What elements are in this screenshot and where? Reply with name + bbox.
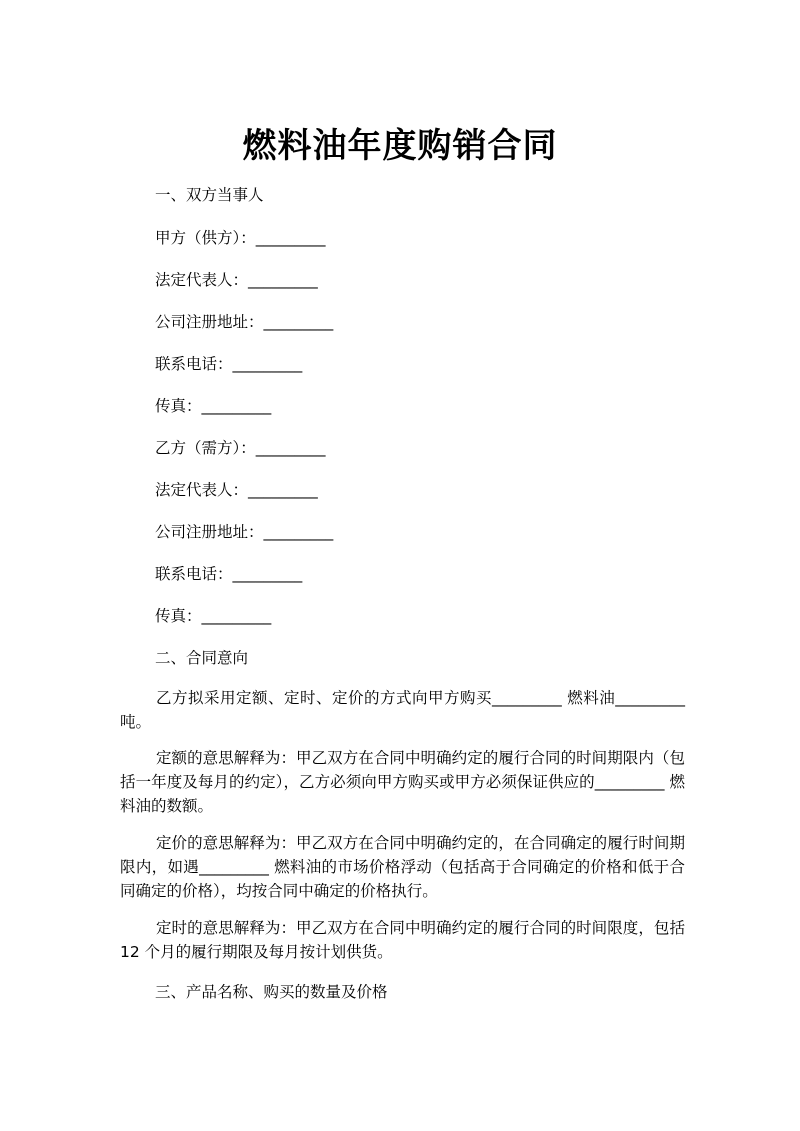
paragraph-intent: 乙方拟采用定额、定时、定价的方式向甲方购买_________ 燃料油_________吨。 xyxy=(120,689,685,731)
document-title: 燃料油年度购销合同 xyxy=(242,126,558,166)
party-b-phone: 联系电话：_________ xyxy=(155,565,303,583)
party-a-fax: 传真：_________ xyxy=(155,397,272,415)
party-b-representative: 法定代表人：_________ xyxy=(155,481,318,499)
party-b-name: 乙方（需方）：_________ xyxy=(155,439,326,457)
party-b-fax: 传真：_________ xyxy=(155,607,272,625)
paragraph-time-definition: 定时的意思解释为：甲乙双方在合同中明确约定的履行合同的时间限度，包括 12 个月的履行期限及每月按计划供货。 xyxy=(120,919,685,961)
party-a-phone: 联系电话：_________ xyxy=(155,355,303,373)
party-b-address: 公司注册地址：_________ xyxy=(155,523,334,541)
party-a-name: 甲方（供方）：_________ xyxy=(155,229,326,247)
party-a-address: 公司注册地址：_________ xyxy=(155,313,334,331)
section-heading-products: 三、产品名称、购买的数量及价格 xyxy=(155,983,388,1001)
party-a-representative: 法定代表人：_________ xyxy=(155,271,318,289)
section-heading-intent: 二、合同意向 xyxy=(155,649,249,667)
paragraph-price-definition: 定价的意思解释为：甲乙双方在合同中明确约定的，在合同确定的履行时间期限内，如遇_________ 燃料油的市场价格浮动（包括高于合同确定的价格和低于合同确定的价格），均按合同中确定的价格执行。 xyxy=(120,834,685,900)
section-heading-parties: 一、双方当事人 xyxy=(155,186,264,204)
paragraph-quota-definition: 定额的意思解释为：甲乙双方在合同中明确约定的履行合同的时间期限内（包括一年度及每月的约定），乙方必须向甲方购买或甲方必须保证供应的_________ 燃料油的数额。 xyxy=(120,749,685,815)
